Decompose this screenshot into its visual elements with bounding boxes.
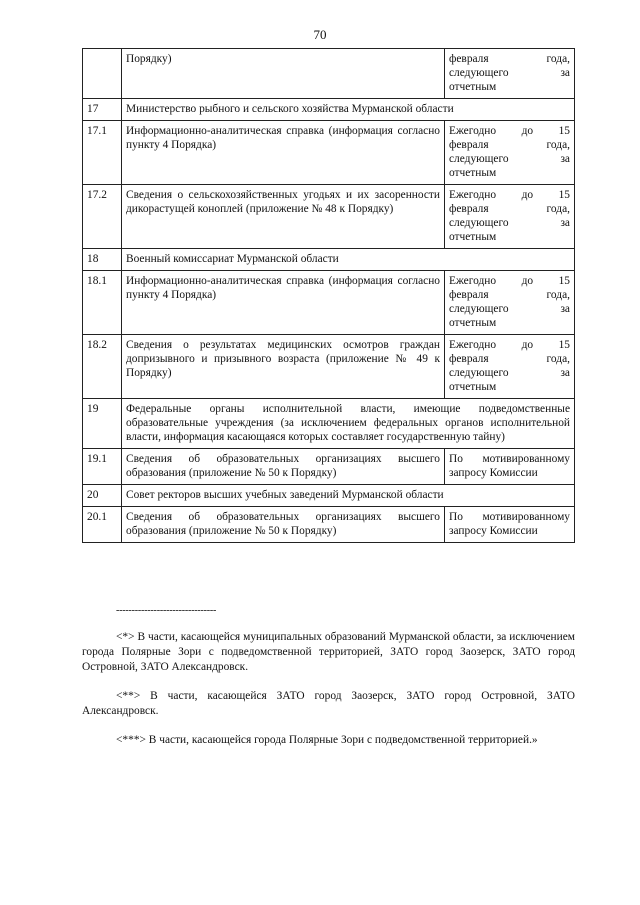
row-number: 18.1 [83, 271, 122, 335]
table-row [83, 271, 575, 335]
table-row-section [83, 249, 575, 271]
footnote: <***> В части, касающейся города Полярные Зори с подведомственной территорией.» [116, 734, 538, 746]
row-deadline: Ежегодно до 15 февраля года, следующего за отчетным [445, 121, 575, 185]
section-title: Военный комиссариат Мурманской области [122, 249, 575, 271]
page-number: 70 [313, 27, 327, 42]
section-number: 17 [83, 99, 122, 121]
row-deadline: По мотивированному запросу Комиссии [445, 507, 575, 543]
table-row [83, 185, 575, 249]
footnote: <*> В части, касающейся муниципальных образований Мурманской области, за исключением города Полярные Зори с подведомственной территорией, ЗАТО город Заозерск, ЗАТО город Островной, ЗАТО Александровск. [82, 631, 575, 673]
section-title: Министерство рыбного и сельского хозяйства Мурманской области [122, 99, 575, 121]
table-row-section [83, 485, 575, 507]
table-row [83, 449, 575, 485]
row-number: 17.1 [83, 121, 122, 185]
row-description: Информационно-аналитическая справка (информация согласно пункту 4 Порядка) [122, 121, 445, 185]
table-row-section [83, 99, 575, 121]
section-title: Федеральные органы исполнительной власти, имеющие подведомственные образовательные учреждения (за исключением федеральных органов исполнительной власти, информация касающаяся которых составляет государственную тайну) [122, 399, 575, 449]
row-deadline: февраля года, следующего за отчетным [445, 49, 575, 99]
row-deadline: Ежегодно до 15 февраля года, следующего за отчетным [445, 335, 575, 399]
row-description: Информационно-аналитическая справка (информация согласно пункту 4 Порядка) [122, 271, 445, 335]
table-row [83, 49, 575, 99]
row-deadline: Ежегодно до 15 февраля года, следующего за отчетным [445, 271, 575, 335]
row-number: 19.1 [83, 449, 122, 485]
footnote: <**> В части, касающейся ЗАТО город Заозерск, ЗАТО город Островной, ЗАТО Александровск. [82, 690, 575, 717]
table-row [83, 121, 575, 185]
table-row [83, 335, 575, 399]
row-number: 18.2 [83, 335, 122, 399]
section-number: 18 [83, 249, 122, 271]
row-number [83, 49, 122, 99]
row-description: Сведения об образовательных организациях высшего образования (приложение № 50 к Порядку) [122, 449, 445, 485]
table-row [83, 507, 575, 543]
section-title: Совет ректоров высших учебных заведений Мурманской области [122, 485, 575, 507]
section-number: 20 [83, 485, 122, 507]
row-deadline: По мотивированному запросу Комиссии [445, 449, 575, 485]
footnote-separator: -------------------------------- [116, 605, 217, 616]
reporting-table [82, 48, 575, 543]
footnotes [82, 603, 575, 748]
row-description: Порядку) [122, 49, 445, 99]
row-description: Сведения об образовательных организациях высшего образования (приложение № 50 к Порядку) [122, 507, 445, 543]
row-number: 20.1 [83, 507, 122, 543]
row-number: 17.2 [83, 185, 122, 249]
row-deadline: Ежегодно до 15 февраля года, следующего за отчетным [445, 185, 575, 249]
table-row-section [83, 399, 575, 449]
row-description: Сведения о сельскохозяйственных угодьях и их засоренности дикорастущей коноплей (приложение № 48 к Порядку) [122, 185, 445, 249]
section-number: 19 [83, 399, 122, 449]
row-description: Сведения о результатах медицинских осмотров граждан допризывного и призывного возраста (приложение № 49 к Порядку) [122, 335, 445, 399]
